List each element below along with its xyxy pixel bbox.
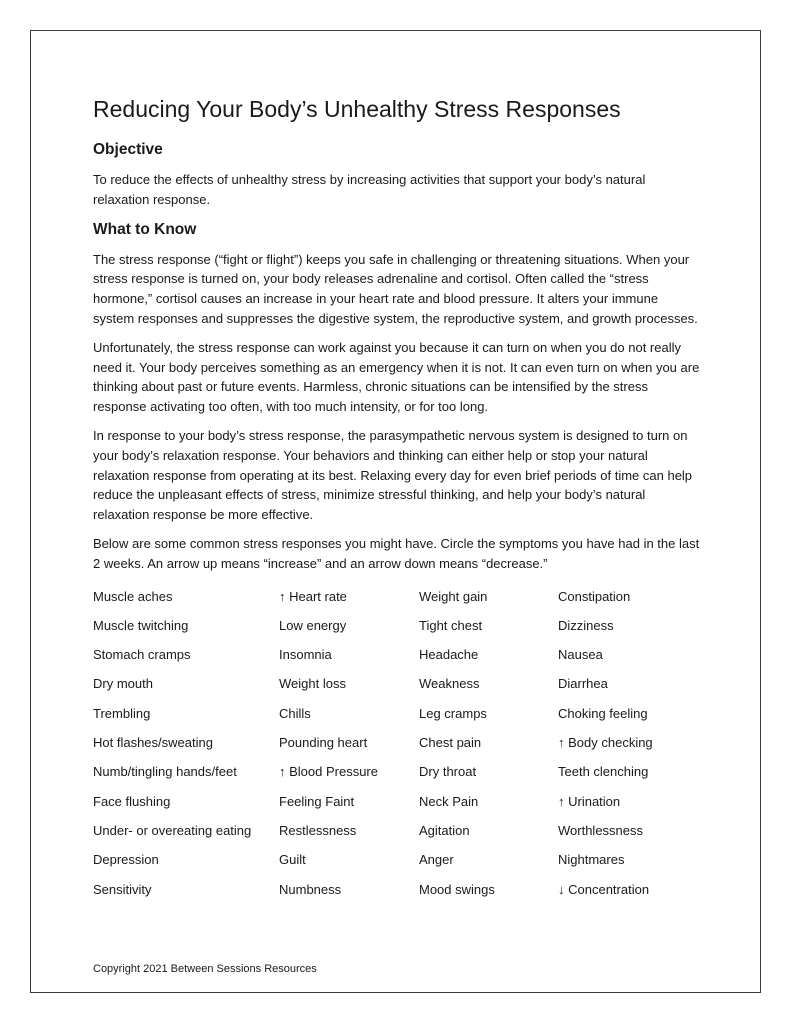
symptom-list: [93, 587, 701, 909]
symptom-item[interactable]: ↑ Body checking: [558, 735, 653, 751]
symptom-item[interactable]: ↑ Urination: [558, 793, 621, 809]
symptom-item[interactable]: Weakness: [419, 676, 480, 692]
symptom-item[interactable]: Restlessness: [279, 822, 357, 838]
symptom-item[interactable]: Stomach cramps: [93, 647, 191, 663]
symptom-item[interactable]: Insomnia: [279, 647, 332, 663]
symptom-item[interactable]: Face flushing: [93, 793, 171, 809]
symptom-item[interactable]: Mood swings: [419, 881, 495, 897]
symptom-item[interactable]: Worthlessness: [558, 822, 644, 838]
symptom-item[interactable]: Muscle twitching: [93, 617, 189, 633]
symptom-item[interactable]: Chills: [279, 705, 311, 721]
symptom-item[interactable]: Numbness: [279, 881, 342, 897]
symptom-item[interactable]: Guilt: [279, 852, 306, 868]
paragraph-stress-response: The stress response (“fight or flight”) keeps you safe in challenging or threatening situations. When your stress response is turned on, your body releases adrenaline and cortisol. Often called the “stress hormone,” cortisol causes an increase in your heart rate and blood pressure. It alters your immune system responses and suppresses the digestive system, the reproductive system, and growth processes.: [93, 251, 698, 326]
symptom-item[interactable]: ↑ Heart rate: [279, 588, 347, 604]
page-title: Reducing Your Body’s Unhealthy Stress Responses: [93, 96, 621, 122]
symptom-item[interactable]: Depression: [93, 852, 159, 868]
symptom-item[interactable]: Weight gain: [419, 588, 488, 604]
symptom-item[interactable]: Anger: [419, 852, 454, 868]
symptom-item[interactable]: Chest pain: [419, 735, 482, 751]
symptom-item[interactable]: Tight chest: [419, 617, 483, 633]
symptom-item[interactable]: Under- or overeating eating: [93, 822, 252, 838]
symptom-item[interactable]: Leg cramps: [419, 705, 487, 721]
symptom-item[interactable]: Muscle aches: [93, 588, 173, 604]
symptom-item[interactable]: Neck Pain: [419, 793, 479, 809]
symptom-item[interactable]: Weight loss: [279, 676, 346, 692]
copyright-footer: Copyright 2021 Between Sessions Resources: [93, 963, 317, 975]
paragraph-parasympathetic: In response to your body’s stress response, the parasympathetic nervous system is designed to turn on your body’s relaxation response. Your behaviors and thinking can either help or stop your natural relaxation response from operating at its best. Relaxing every day for even brief periods of time can help reduce the unpleasant effects of stress, minimize stressful thinking, and help your body’s natural relaxation response be more effective.: [93, 427, 693, 523]
symptom-item[interactable]: Dry mouth: [93, 676, 153, 692]
what-to-know-heading: What to Know: [93, 220, 197, 238]
symptom-item[interactable]: Choking feeling: [558, 705, 648, 721]
symptom-item[interactable]: Sensitivity: [93, 881, 152, 897]
objective-text: To reduce the effects of unhealthy stress by increasing activities that support your body’s natural relaxation response.: [93, 172, 646, 207]
symptom-item[interactable]: Dry throat: [419, 764, 477, 780]
symptom-item[interactable]: Trembling: [93, 705, 151, 721]
symptom-item[interactable]: Numb/tingling hands/feet: [93, 764, 237, 780]
symptom-item[interactable]: Nausea: [558, 647, 603, 663]
symptom-item[interactable]: Agitation: [419, 822, 470, 838]
symptom-item[interactable]: Diarrhea: [558, 676, 608, 692]
symptom-item[interactable]: ↓ Concentration: [558, 881, 650, 897]
symptom-item[interactable]: Headache: [419, 647, 479, 663]
symptom-item[interactable]: Nightmares: [558, 852, 625, 868]
symptom-item[interactable]: Feeling Faint: [279, 793, 355, 809]
symptom-item[interactable]: Low energy: [279, 617, 347, 633]
symptom-item[interactable]: Pounding heart: [279, 735, 368, 751]
symptom-item[interactable]: Hot flashes/sweating: [93, 735, 213, 751]
paragraph-unfortunately: Unfortunately, the stress response can work against you because it can turn on when you do not really need it. Your body perceives something as an emergency when it is not. It can even turn on when you are thinking about past or future events. Harmless, chronic situations can be intensified by the stress response activating too often, with too much intensity, or for too long.: [93, 339, 700, 415]
symptom-item[interactable]: Teeth clenching: [558, 764, 649, 780]
document-body: [93, 92, 701, 909]
symptom-item[interactable]: ↑ Blood Pressure: [279, 764, 378, 780]
symptom-item[interactable]: Dizziness: [558, 617, 614, 633]
paragraph-instructions: Below are some common stress responses you might have. Circle the symptoms you have had in the last 2 weeks. An arrow up means “increase” and an arrow down means “decrease.”: [93, 535, 700, 571]
symptom-item[interactable]: Constipation: [558, 588, 631, 604]
objective-heading: Objective: [93, 141, 163, 158]
